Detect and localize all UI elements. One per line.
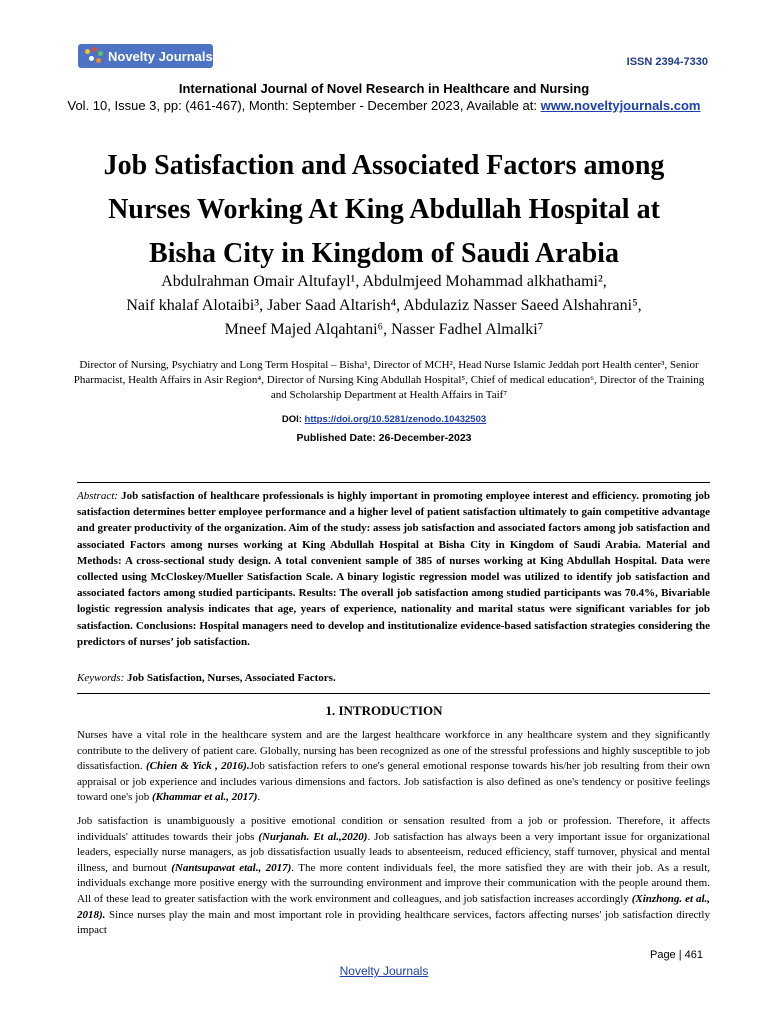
journal-logo [78,44,213,68]
body-paragraph [77,814,710,939]
doi-label: DOI: [281,414,305,425]
affiliations: Director of Nursing, Psychiatry and Long Term Hospital – Bisha¹, Director of MCH², Head Nurse Islamic Jeddah port Health center³, Senior Pharmacist, Health Affairs in Asir Region⁴, Director of Nursing King Abdullah Hospital⁵, Chief of medical education⁶, Director of the Training and Scholarship Department at Health Affairs in Taif⁷ [73,359,705,401]
journal-volume-info: Vol. 10, Issue 3, pp: (461-467), Month: September - December 2023, Available at: [67,98,541,113]
authors-line: Abdulrahman Omair Altufayl¹, Abdulmjeed Mohammad alkhathami², [161,273,607,290]
divider [77,693,710,694]
paragraph-text: Job satisfaction is unambiguously a positive emotional condition or sensation resulted from a job or profession. Therefore, it affects individuals' attitudes towards their jobs [77,815,710,843]
article-title [40,144,728,276]
journal-info [0,98,768,113]
paragraph-text: Since nurses play the main and most important role in providing healthcare services, factors affecting nurses' job satisfaction directly impact [77,908,710,937]
paragraph-text: Job satisfaction refers to one's general emotional response towards his/her job resulting from their own appraisal or job experience and includes various dimensions and factors. Job satisfaction is also defined as one's tendency or positive feelings toward one's job [77,760,710,804]
journal-url-link[interactable]: www.noveltyjournals.com [540,98,701,113]
title-line: Nurses Working At King Abdullah Hospital at [108,194,660,225]
citation: (Khammar et al., 2017) [152,791,258,804]
abstract-label: Abstract: [77,490,118,502]
journal-title: International Journal of Novel Research in Healthcare and Nursing [178,81,590,96]
authors [40,270,728,342]
doi-link[interactable]: https://doi.org/10.5281/zenodo.10432503 [304,414,487,425]
doi [0,414,768,425]
logo-dots-icon [83,47,105,65]
paragraph-text: . The more content individuals feel, the more satisfied they are with their job. As a result, individuals exchange more positive energy with the surrounding environment and improve their communication with the people around them. All of these lead to greater satisfaction with the work environment and colleagues, and job satisfaction increases accordingly [77,861,711,905]
keywords-text: Job Satisfaction, Nurses, Associated Factors. [127,672,336,684]
keywords [77,672,710,684]
authors-line: Naif khalaf Alotaibi³, Jaber Saad Altarish⁴, Abdulaziz Nasser Saeed Alshahrani⁵, [126,297,642,314]
body-paragraph [77,728,710,806]
title-line: Bisha City in Kingdom of Saudi Arabia [149,238,619,269]
citation: (Nurjanah. Et al.,2020) [258,830,368,843]
paragraph-text: . Job satisfaction has always been a very important issue for organizational leaders, especially nurse managers, as job dissatisfaction usually leads to absenteeism, reduced efficiency, staff turnover, physical and mental illness, and burnout [77,830,710,874]
keywords-label: Keywords: [77,672,125,684]
divider [77,482,710,483]
citation: (Chien & Yick , 2016). [146,760,250,773]
authors-line: Mneef Majed Alqahtani⁶, Nasser Fadhel Almalki⁷ [224,321,544,338]
abstract-text: Job satisfaction of healthcare professionals is highly important in promoting employee interest and efficiency. promoting job satisfaction determines better employee performance and a higher level of patient satisfaction ultimately to gain competitive advantage and greater productivity of the organization. Aim of the study: assess job satisfaction and associated factors among job satisfaction and associated Factors among nurses working at King Abdullah Hospital at Bisha City in Kingdom of Saudi Arabia. Material and Methods: A cross-sectional study design. A total convenient sample of 385 of nurses working at King Abdullah Hospital. Data were collected using McCloskey/Mueller Satisfaction Scale. A binary logistic regression model was utilized to identify job satisfaction and associated factors among studied participants. Results: The overall job satisfaction among studied participants was 70.4%, Bivariable logistic regression analysis indicates that age, years of experience, nationality and marital status were significant variables for job satisfaction. Conclusions: Hospital managers need to develop and institutionalize evidence-based satisfaction strategies considering the predictors of nurses’ job satisfaction. [77,490,711,648]
citation: (Nantsupawat etal., 2017) [171,861,292,874]
published-date: Published Date: 26-December-2023 [296,432,472,444]
page-number: Page | 461 [649,949,703,961]
paragraph-text: . [257,791,261,804]
logo-text: Novelty Journals [108,48,213,64]
title-line: Job Satisfaction and Associated Factors among [103,150,665,181]
section-heading: 1. INTRODUCTION [325,703,443,718]
footer-brand-link[interactable]: Novelty Journals [339,964,429,978]
issn: ISSN 2394-7330 [626,56,708,68]
paragraph-text: Nurses have a vital role in the healthcare system and are the largest healthcare workforce in any healthcare system and they significantly contribute to the delivery of patient care. Globally, nursing has been recognized as one of the stressful professions and highly susceptible to job dissatisfaction. [77,729,710,773]
abstract [77,488,710,650]
citation: (Xinzhong. et al., 2018). [77,892,711,921]
